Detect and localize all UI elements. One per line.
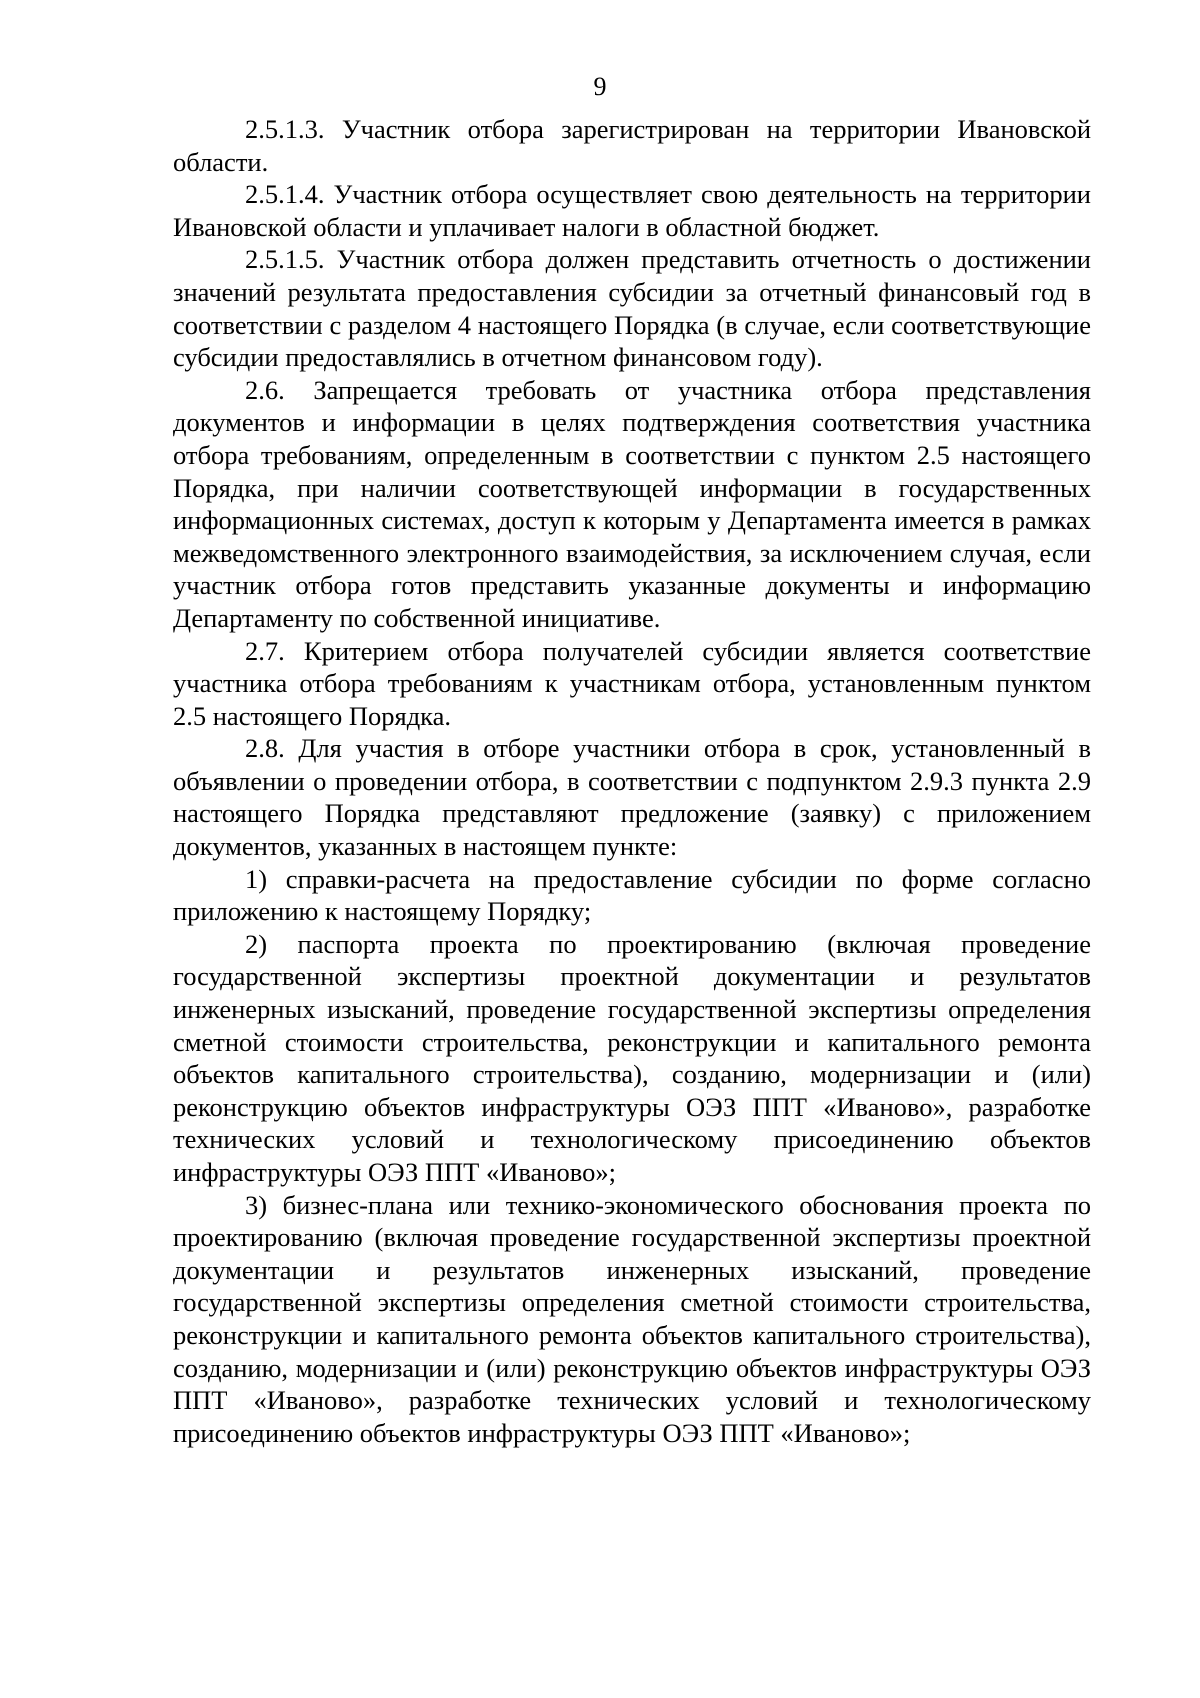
list-item-2: 2) паспорта проекта по проектированию (включая проведение государственной экспертизы проектной документации и результатов инженерных изысканий, проведение государственной экспертизы определения сметной стоимости строительства, реконструкции и капитального ремонта объектов капитального строительства), созданию, модернизации и (или) реконструкцию объектов инфраструктуры ОЭЗ ППТ «Иваново», разработке технических условий и технологическому присоединению объектов инфраструктуры ОЭЗ ППТ «Иваново»; [173, 928, 1091, 1187]
paragraph-2-7: 2.7. Критерием отбора получателей субсидии является соответствие участника отбора требованиям к участникам отбора, установленным пунктом 2.5 настоящего Порядка. [173, 635, 1091, 731]
paragraph-2-5-1-4: 2.5.1.4. Участник отбора осуществляет свою деятельность на территории Ивановской области и уплачивает налоги в областной бюджет. [173, 179, 1091, 242]
page-number: 9 [593, 72, 607, 101]
list-item-1: 1) справки-расчета на предоставление субсидии по форме согласно приложению к настоящему Порядку; [173, 863, 1091, 927]
list-item-3: 3) бизнес-плана или технико-экономического обоснования проекта по проектированию (включая проведение государственной экспертизы проектной документации и результатов инженерных изысканий, проведение государственной экспертизы определения сметной стоимости строительства, реконструкции и капитального ремонта объектов капитального строительства), созданию, модернизации и (или) реконструкцию объектов инфраструктуры ОЭЗ ППТ «Иваново», разработке технических условий и технологическому присоединению объектов инфраструктуры ОЭЗ ППТ «Иваново»; [173, 1189, 1091, 1448]
paragraph-2-6: 2.6. Запрещается требовать от участника отбора представления документов и информации в целях подтверждения соответствия участника отбора требованиям, определенным в соответствии с пунктом 2.5 настоящего Порядка, при наличии соответствующей информации в государственных информационных системах, доступ к которым у Департамента имеется в рамках межведомственного электронного взаимодействия, за исключением случая, если участник отбора готов представить указанные документы и информацию Департаменту по собственной инициативе. [173, 374, 1091, 633]
paragraph-2-8: 2.8. Для участия в отборе участники отбора в срок, установленный в объявлении о проведении отбора, в соответствии с подпунктом 2.9.3 пункта 2.9 настоящего Порядка представляют предложение (заявку) с приложением документов, указанных в настоящем пункте: [173, 733, 1091, 862]
paragraph-2-5-1-5: 2.5.1.5. Участник отбора должен представить отчетность о достижении значений результата предоставления субсидии за отчетный финансовый год в соответствии с разделом 4 настоящего Порядка (в случае, если соответствующие субсидии предоставлялись в отчетном финансовом году). [173, 244, 1091, 373]
document-body [173, 113, 1091, 1449]
paragraph-2-5-1-3: 2.5.1.3. Участник отбора зарегистрирован на территории Ивановской области. [173, 114, 1091, 177]
